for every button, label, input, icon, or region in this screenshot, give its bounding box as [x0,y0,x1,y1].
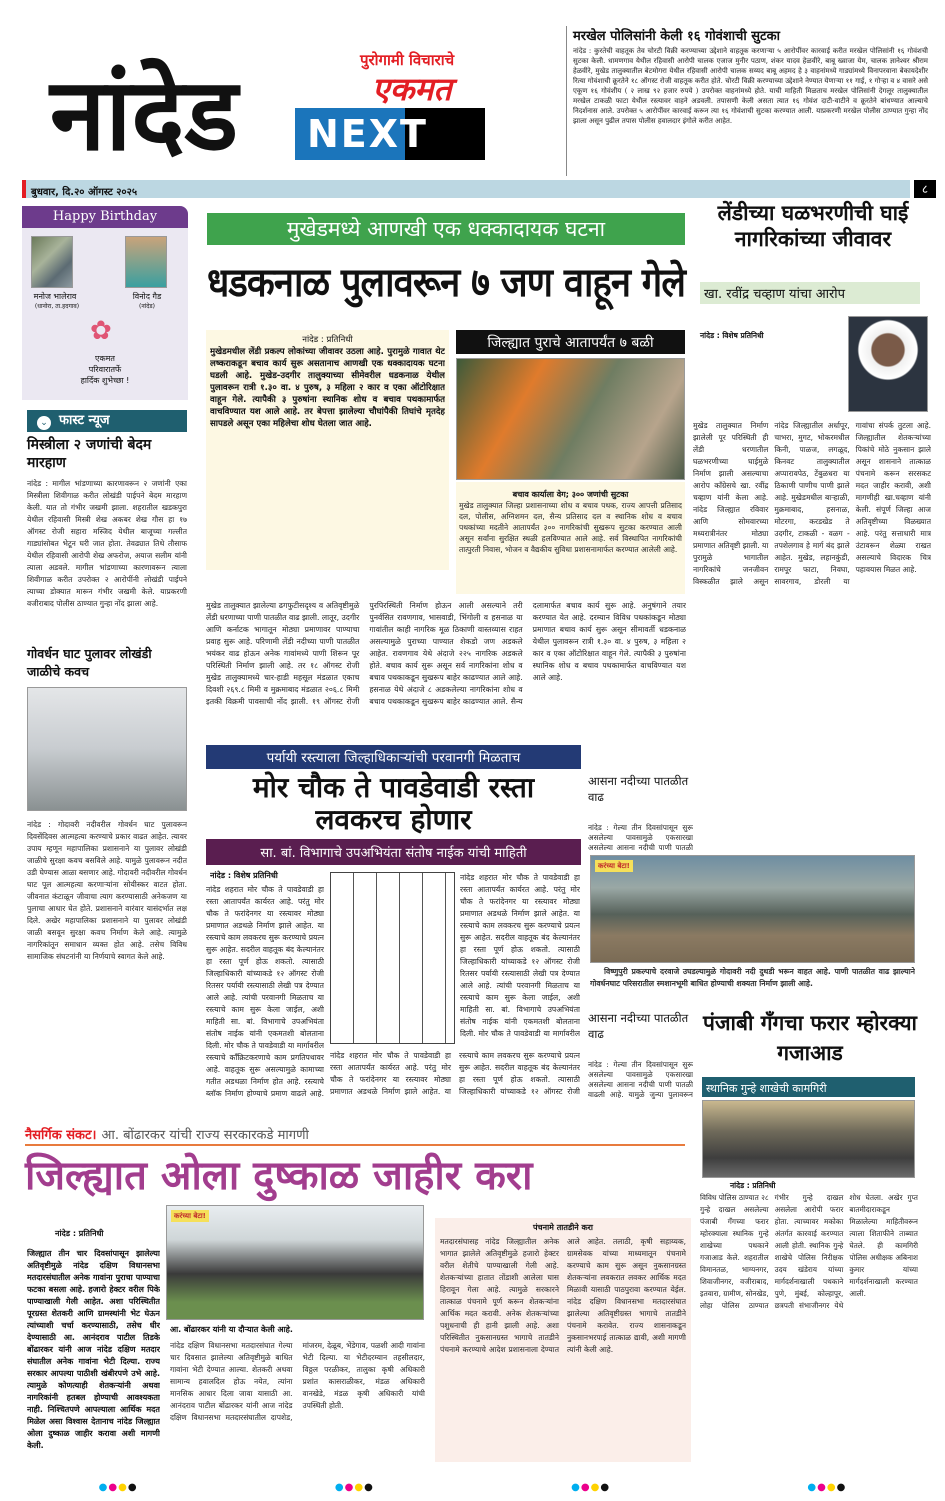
caption-title: बचाव कार्याला वेग; ३०० जणांची सुटका [512,490,629,499]
lendi-subhead: खा. रवींद्र चव्हाण यांचा आरोप [704,287,846,302]
photo-headline-bar [456,330,685,354]
kicker-text: आ. बोंढारकर यांची राज्य सरकारकडे मागणी [101,1128,309,1143]
masthead-tagline-wrap [360,50,485,70]
masthead-brand-wrap [372,72,484,106]
bridge-photo [27,687,187,811]
photo-badge: करंच्या बेटा! [595,860,633,872]
drought-body: जिल्ह्यात तीन चार दिवसांपासून झालेल्या अतिवृष्टीमुळे नांदेड दक्षिण विधानसभा मतदारसंघातील अनेक गावांना पुराचा पाण्याचा फटका बसला आहे. हजारो हेक्टर वरील पिके पाण्याखाली गेली आहेत. अशा परिस्थितीत पूरग्रस्त शेतकरी आणि ग्रामस्थांनी भेट घेऊन त्यांच्याशी चर्चा करण्यासाठी, तसेच धीर देण्यासाठी आ. आनंदराव पाटील तिडके बोंढारकर यांनी आज नांदेड दक्षिण मतदार संघातील अनेक गावांना भेटी दिल्या. राज्य सरकार आपल्या पाठीशी खंबीरपणे उभे आहे. त्यामुळे कोणत्याही शेतकऱ्यांनी अथवा नागरिकांनी हतबल होण्याची आवश्यकता नाही. निश्चितपणे आपल्याला आर्थिक मदत मिळेल असा विश्वास देतानाच नांदेड जिल्ह्यात ओला दुष्काळ जाहीर करावा अशी मागणी केली. [27,1249,160,1450]
page-number: ८ [914,180,936,198]
photo-headline: जिल्ह्यात पुराचे आतापर्यंत ७ बळी [487,335,654,351]
top-story [566,26,928,176]
kicker-red: नैसर्गिक संकट। [25,1128,97,1143]
road-map [330,872,455,1044]
drought-headline: जिल्ह्यात ओला दुष्काळ जाहीर करा [25,1153,533,1199]
photo-badge: करंच्या बेटा! [171,1210,209,1222]
lead-intro-box [206,330,449,570]
lead-intro: मुखेडमधील लेंडी प्रकल्प लोकांच्या जीवावर उठला आहे. पुरामुळे गावात थेट लष्कराकडून बचाव कार्य सुरू असतानाच आणखी एक धक्कादायक घटना घडली आहे. मुखेड-उदगीर तालुक्याच्या सीमेवरील धडकनाळ येथील पुलावरून रात्री १.३० वा. ४ पुरुष, ३ महिला २ कार व एका ऑटोरिक्षात वाहून गेले. त्यापैकी ३ पुरुषांना स्थानिक शोध व बचाव पथकामार्फत वाचविण्यात यश आले आहे. तर बेपत्ता झालेल्या चौघांपैकी तिघांचे मृतदेह सापडले असून एका महिलेचा शोध घेतला जात आहे. [210,347,445,429]
chevron-down-icon: ⌄ [37,416,51,430]
registration-marks: ●●●● ●●●● ●●●● ●●●● [98,1481,847,1493]
box-body: मतदारसंघासह नांदेड जिल्ह्यातील अनेक भागात झालेले अतिवृष्टीमुळे हजारो हेक्टर वरील शेतीचे पाण्याखाली गेली आहे. शेतकऱ्यांच्या हातात तोंडाशी आलेला घास हिरावून गेला आहे. त्यामुळे सरकारने तात्काळ पंचनामे पूर्ण करून शेतकऱ्यांना आर्थिक मदत करावी. अनेक शेतकऱ्यांच्या पशुधनाची ही हानी झाली आहे. अशा परिस्थितीत नुकसानग्रस्त भागाचे तातडीने पंचनामे करण्याचे आदेश प्रशासनाला देण्यात आले आहेत. तलाठी, कृषी सहाय्यक, ग्रामसेवक यांच्या माध्यमातून पंचनामे करण्याचे काम सुरू असून नुकसानग्रस्त शेतकऱ्यांना लवकरात लवकर आर्थिक मदत मिळावी यासाठी पाठपुरावा करण्यात येईल. नांदेड दक्षिण विधानसभा मतदारसंघात झालेल्या अतिवृष्टीग्रस्त भागाचे तातडीने पंचनामे करावेत. राज्य शासनाकडून नुकसानभरपाई तात्काळ द्यावी, अशी मागणी त्यांनी केली आहे. [440,1237,686,1354]
drought-kicker [25,1124,685,1146]
road-byline: नांदेड : विशेष प्रतिनिधी [210,871,278,880]
godavari-caption: विष्णुपुरी प्रकल्पाचे दरवाजे उघडल्यामुळे गोदावरी नदी दुथडी भरून वाहत आहे. पाणी पातळीत वाढ झाल्याने गोवर्धनघाट परिसरातील स्मशानभूमी बाधित होण्याची शक्यता निर्माण झाली आहे. [590,967,915,988]
photo-caption: मुखेड तालुक्यात जिल्हा प्रशासनाच्या शोध व बचाव पथक, राज्य आपत्ती प्रतिसाद दल, पोलीस, अग्निशमन दल, सैन्य प्रतिसाद दल व स्थानिक शोध व बचाव पथकांच्या मदतीने आतापर्यंत ३०० नागरिकांची सुखरूप सुटका करण्यात आली असून सर्वांना सुरक्षित स्थळी हलविण्यात आले आहे. सर्व विस्थापित नागरिकांची तात्पुरती निवास, भोजन व वैद्यकीय सुविधा प्रशासनामार्फत करण्यात आलेली आहे. [459,501,682,554]
next-text: NEXT [307,112,428,156]
road-subhead-bar [206,839,581,865]
road-body-col3: नांदेड शहरात मोर चौक ते पावडेवाडी हा रस्ता आतापर्यंत कार्यरत आहे. परंतु मोर चौक ते फरांदेनगर या रस्त्यावर मोठ्या प्रमाणात अडथळे निर्माण झाले आहेत. या रस्त्याचे काम लवकरच सुरू करण्याचे प्रयत्न सुरू आहेत. सदरील वाहतूक बंद केल्यानंतर हा रस्ता पूर्ण होऊ शकतो. त्यासाठी जिल्हाधिकारी यांच्याकडे १२ ऑगस्ट रोजी रितसर पर्यायी रस्त्यासाठी लेखी पत्र देण्यात आले आहे. त्यांची परवानगी मिळताच या रस्त्याचे काम सुरू केला जाईल, अशी माहिती सा. बां. विभागाचे उपअभियंता संतोष नाईक यांनी एकमतशी बोलताना दिली. मोर चौक ते पावडेवाडी या मार्गावरील [460,873,580,1038]
masthead-tagline: पुरोगामी विचाराचे [360,51,455,69]
punjabi-body: विविध पोलिस ठाण्यात २८ गुन्हे दाखल असलेल्या पंजाबी गँगच्या फरार म्होरक्याला स्थानिक गुन्हे शाखेच्या पथकाने गजाआड केले. शहरातील विमानतळ, भाग्यनगर, शिवाजीनगर, वजीराबाद, इतवारा, ग्रामीण, सोनखेड, लोहा पोलिस ठाण्यात गंभीर गुन्हे दाखल असलेला आरोपी फरार होता. त्याच्यावर मकोका अंतर्गत कारवाई करण्यात आली होती. स्थानिक गुन्हे शाखेचे पोलिस निरीक्षक उदय खंडेराय यांच्या मार्गदर्शनाखाली पथकाने पुणे, मुंबई, कोल्हापूर, छत्रपती संभाजीनगर येथे शोध घेतला. अखेर गुप्त बातमीदाराकडून मिळालेल्या माहितीवरून त्याला शिताफीने ताब्यात घेतले. ही कामगिरी पोलिस अधीक्षक अबिनाश कुमार यांच्या मार्गदर्शनाखाली करण्यात आली. [700,1193,918,1310]
byline: नांदेड : प्रतिनिधी [302,335,353,345]
lead-headline: धडकनाळ पुलावरून ७ जण वाहून गेले [207,260,685,306]
road-subhead: सा. बां. विभागाचे उपअभियंता संतोष नाईक यांची माहिती [260,846,527,861]
birthday-box [22,206,188,400]
lendi-subhead-bar [700,282,920,304]
lead-headline-wrap [207,252,685,314]
wish-line: हार्दिक शुभेच्छा ! [80,376,130,385]
person-name: मनोज भालेराव [33,292,77,301]
date-bar [22,180,910,198]
story-headline: मिस्त्रीला २ जणांची बेदम मारहाण [27,437,152,471]
top-story-body: नांदेड : कुरतेची वाहतूक तेव चोरटी विक्री करण्याच्या उद्देशाने वाहतूक करणाऱ्या ५ आरोपींवर कारवाई करीत मरखेल पोलिसांनी १६ गोवंशची सुटका केली. धामणगाव येथील रहिवासी आरोपी चालक एजाज मुनीर पठाण, शंकर यादव हेळवीरे, बाबू ख्वाजा येम, चालक ज्ञानेश्वर श्रीराम हेळवीरे, मुखेड तालुक्यातील बेटमोगरा येथील रहिवासी आरोपी चालक सय्यद बाबू अहमद हे ३ वाहनांमध्ये गाड्यांमध्ये विनापरवाना बेकायदेशीर रित्या गोवंशाची क्रूरतेने १८ ऑगस्ट रोजी वाहतूक करीत होते. चोरटी विक्री करण्याच्या उद्देशाने नेण्यात येणाऱ्या ११ गाई, १ गोऱ्हा व ४ वासरे असे एकूण १६ गोवंशीय ( २ लाख ९२ हजार रुपये ) उपरोक्त वाहनांमध्ये होते. याची माहिती मिळताच मरखेल पोलिसांनी देगलूर तालुक्यातील मरखेल टाकळी फाटा येथील रस्त्यावर वाहने अडवली. तपासणी केली असता त्यात १६ गोवंश दाटी-वाटीने व क्रूरतेने बांधण्यात आल्याचे निदर्शनास आले. उपरोक्त ५ आरोपींवर कारवाई करून त्या १६ गोवंशाची सुटका करण्यात आली. याप्रकरणी मरखेल पोलीस ठाण्यात गुन्हा नोंद झाला असून पुढील तपास पोलीस हवालदार इंगोले करीत आहेत. [573,47,928,125]
person-place: (धानोरा, ता.हदगाव) [34,303,80,310]
lead-kicker: मुखेडमध्ये आणखी एक धक्कादायक घटना [286,217,606,241]
punjabi-subhead-bar [702,1077,915,1097]
asna-body: नांदेड : गेल्या तीन दिवसांपासून सुरू असलेल्या पावसामुळे एकसारखा असलेल्या आसना नदीची पाणी पातळी [588,823,693,852]
godavari-photo [590,855,915,963]
lead-kicker-bar [207,213,685,245]
drought-byline: नांदेड : प्रतिनिधी [55,1229,104,1238]
mla-photo-caption: आ. बोंढारकर यांनी या दौऱ्यात केली आहे. [170,1325,293,1334]
rescue-photo [456,358,685,480]
mla-visit-photo [166,1205,424,1320]
lendi-body: मुखेड तालुक्यात निर्माण झालेली पूर परिस्थिती ही लेंडी धरणातील घळभरणीच्या घाईमुळे निर्माण झाली असल्याचा आरोप काँग्रेसचे खा. रवींद्र चव्हाण यांनी केला आहे. नांदेड जिल्ह्यात रविवार आणि सोमवारच्या मध्यरात्रीनंतर मोठ्या प्रमाणात अतिवृष्टी झाली. या पुरामुळे भागातील नागरिकांचे जनजीवन विस्कळीत झाले असून नांदेड जिल्ह्यातील अर्धापूर, चाभरा, मुगट, भोकरमधील किनी, पाळज, लगळूद, किनवट तालुक्यातील अप्पारावपेठ, टेंबुळधरा या ठिकाणी पाणीच पाणी झाले आहे. मुखेडमधील बाऱ्हाळी, मुक्रमाबाद, हसनाळ, मोटरगा, करडखेड ते उदगीर, टाकळी - वळग - तपशेलगाव हे मार्ग बंद झाले आहेत. मुखेड, लहानकुंडी, रामपूर फाटा, निवघा, सावरगाव, डोरली या गावांचा संपर्क तुटला आहे. जिल्ह्यातील शेतकऱ्यांच्या पिकांचे मोठे नुकसान झाले असून शासनाने तात्काळ पंचनामे करून सरसकट मदत जाहीर करावी, अशी मागणीही खा.चव्हाण यांनी केली. संपूर्ण जिल्हा आज अतिवृष्टीच्या विळख्यात आहे. परंतु सत्ताधारी मात्र उंटावरून शेळ्या राखत असल्याचे विदारक चित्र पहावयास मिळत आहे. [693,421,931,586]
masthead-brand: एकमत [372,70,452,108]
lendi-headline: लेंडीच्या घळभरणीची घाई नागरिकांच्या जीवावर [717,201,909,251]
punjabi-headline: पंजाबी गँगचा फरार म्होरक्या गजाआड [703,1011,917,1065]
photo-caption-box [456,482,685,594]
asna-headline: आसना नदीच्या पातळीत वाढ [588,774,689,804]
birthday-wish [22,353,188,386]
road-kicker-bar [206,745,581,769]
top-story-headline: मरखेल पोलिसांनी केली १६ गोवंशाची सुटका [573,29,780,44]
drought-body-2: नांदेड दक्षिण विधानसभा मतदारसंघात गेल्या चार दिवसात झालेल्या अतिवृष्टीमुळे बाधित गावांना भेटी देण्यात आल्या. शेतकरी अथवा सामान्य हवालदिल होऊ नयेत, त्यांना मानसिक आधार दिला जावा यासाठी आ. आनंदराव पाटील बोंढारकर यांनी आज नांदेड दक्षिण विधानसभा मतदारसंघातील दापशेड, मांजरम, देळूब, भेंडेगाव, पळशी आदी गावांना भेटी दिल्या. या भेटीदरम्यान तहसीलदार, विठ्ठल परळीकर, तालुका कृषी अधिकारी प्रशांत कासराळीकर, मंडळ अधिकारी वानखेडे, मंडळ कृषी अधिकारी यांची उपस्थिती होती. [170,1341,425,1422]
masthead-logo-wrap [50,45,285,185]
panchname-box [435,1218,691,1462]
flower-icon: ✿ [90,316,112,346]
story-body: नांदेड : गोदावरी नदीवरील गोवर्धन घाट पुलावरून दिवसेंदिवस आत्महत्या करण्याचे प्रकार वाढत आहेत. त्यावर उपाय म्हणून महापालिका प्रशासनाने या पुलावर लोखंडी जाळीचे सुरक्षा कवच बसविले आहे. यामुळे पुलावरून नदीत उडी घेण्यास आळा बसणार आहे. गोदावरी नदीवरील गोवर्धन घाट पूल आत्महत्या करणाऱ्यांना सोयीस्कर वाटत होता. जीवनात कंटाळून जीवाचा त्याग करण्यासाठी अनेकजण या पुलाचा आधार घेत होते. प्रशासनाने वारंवार यासंदर्भात लक्ष दिले. अखेर महापालिका प्रशासनाने या पुलावर लोखंडी जाळी बसवून सुरक्षा कवच निर्माण केले आहे. त्यामुळे नागरिकांतून समाधान व्यक्त होत आहे. तसेच विविध सामाजिक संघटनांनी या निर्णयाचे स्वागत केले आहे. [27,820,187,961]
mp-portrait [848,316,928,412]
fast-news-story [27,645,187,1083]
next-logo [295,108,485,160]
story-headline: गोवर्धन घाट पुलावर लोखंडी जाळीचे कवच [27,646,152,679]
punjabi-subhead: स्थानिक गुन्हे शाखेची कामगिरी [706,1082,827,1095]
police-photo [702,1100,915,1178]
punjabi-byline: नांदेड : प्रतिनिधी [730,1181,776,1190]
road-body: नांदेड शहरात मोर चौक ते पावडेवाडी हा रस्ता आतापर्यंत कार्यरत आहे. परंतु मोर चौक ते फरांदेनगर या रस्त्यावर मोठ्या प्रमाणात अडथळे निर्माण झाले आहेत. या रस्त्याचे काम लवकरच सुरू करण्याचे प्रयत्न सुरू आहेत. सदरील वाहतूक बंद केल्यानंतर हा रस्ता पूर्ण होऊ शकतो. त्यासाठी जिल्हाधिकारी यांच्याकडे १२ ऑगस्ट रोजी रितसर पर्यायी रस्त्यासाठी लेखी पत्र देण्यात आले आहे. त्यांची परवानगी मिळताच या रस्त्याचे काम सुरू केला जाईल, अशी माहिती सा. बां. विभागाचे उपअभियंता संतोष नाईक यांनी एकमतशी बोलताना दिली. मोर चौक ते पावडेवाडी या मार्गावरील रस्त्याचे कॉंक्रिटकरणाचे काम प्रगतिपथावर आहे. वाहतूक सुरू असल्यामुळे कामाच्या गतीत अडथळा निर्माण होत आहे. रस्त्याचे ब्लॉक निर्माण होण्याचे प्रमाण वाढले आहे. [206,885,324,1098]
fast-news-title: फास्ट न्यूज [59,413,110,428]
road-body-cont: नांदेड शहरात मोर चौक ते पावडेवाडी हा रस्ता आतापर्यंत कार्यरत आहे. परंतु मोर चौक ते फरांदेनगर या रस्त्यावर मोठ्या प्रमाणात अडथळे निर्माण झाले आहेत. या रस्त्याचे काम लवकरच सुरू करण्याचे प्रयत्न सुरू आहेत. सदरील वाहतूक बंद केल्यानंतर हा रस्ता पूर्ण होऊ शकतो. त्यासाठी जिल्हाधिकारी यांच्याकडे १२ ऑगस्ट रोजी [330,1051,580,1096]
lead-body: मुखेड तालुक्यात झालेल्या ढगफुटीसदृश्य व अतिवृष्टीमुळे लेंडी धरणाच्या पाणी पातळीत वाढ झाली. लातूर, उदगीर आणि कर्नाटक भागातून मोठ्या प्रमाणावर पाण्याचा प्रवाह सुरू आहे. परिणामी लेंडी नदीच्या पाणी पातळीत भयंकर वाढ होऊन अनेक गावांमध्ये पाणी शिरून पूर परिस्थिती निर्माण झाली आहे. तर १८ ऑगस्ट रोजी मुखेड तालुक्यामध्ये चार-हाडी महसूल मंडळात एकाच दिवशी २६९.८ मिमी व मुक्रमाबाद मंडळात २०६.८ मिमी इतकी विक्रमी पावसाची नोंद झाली. १९ ऑगस्ट रोजी पुरपिरस्थिती निर्माण होऊन आली असल्याने तरी पुनर्वसित रावणगाव, भासवाडी, भिंगोली व हसनाळ या गावांतील काही नागरिक मूळ ठिकाणी वास्तव्यास राहत असल्यामुळे पुराच्या पाण्यात शेकडो जण अडकले आहेत. रावणगाव येथे अंदाजे २२५ नागरिक अडकले होते. बचाव कार्य सुरू असून सर्व नागरिकांना शोध व बचाव पथकाकडून सुखरूप बाहेर काढण्यात आले आहे. हसनाळ येथे अंदाजे ८ अडकलेल्या नागरिकांना शोध व बचाव पथकाकडून सुखरूप बाहेर काढण्यात आले. सैन्य दलामार्फत बचाव कार्य सुरू आहे. अनुषंगाने तयार करण्यात येत आहे. दरम्यान विविध पथकांकडून मोठ्या प्रमाणात बचाव कार्य सुरू असून सीमावर्ती धडकनाळ येथील पुलावरून रात्री १.३० वा. ४ पुरुष, ३ महिला २ कार व एका ऑटोरिक्षात वाहून गेले. त्यापैकी ३ पुरुषांना स्थानिक शोध व बचाव पथकामार्फत वाचविण्यात यश आले आहे. [206,601,686,706]
fast-news-story [27,436,187,622]
box-title: पंचनामे तातडीने करा [533,1223,593,1232]
asna-headline-2: आसना नदीच्या पातळीत वाढ [588,1011,689,1041]
masthead-logo: नांदेड [50,56,238,173]
person-name: विनोद गैड [132,292,162,301]
wish-line: एकमत [95,354,115,363]
road-kicker: पर्यायी रस्त्याला जिल्हाधिकाऱ्यांची परवानगी मिळताच [266,750,521,766]
wish-line: परिवारातर्फे [88,365,122,374]
asna-body-2: नांदेड : गेल्या तीन दिवसांपासून सुरू असलेल्या पावसामुळे एकसारखा असलेल्या आसना नदीची पाणी पातळी वाढली आहे. यामुळे जुन्या पुलावरून [588,1060,693,1099]
lendi-byline: नांदेड : विशेष प्रतिनिधी [700,331,764,340]
person-photo [31,236,73,288]
drought-headline-wrap [25,1148,685,1204]
issue-date: बुधवार, दि.२० ऑगस्ट २०२५ [31,187,138,198]
person-photo [125,236,167,288]
person-place: (नांदेड) [139,303,155,310]
road-headline: मोर चौक ते पावडेवाडी रस्ता लवकरच होणार [252,771,535,836]
fast-news-header [27,410,187,432]
story-body: नांदेड : मागील भांडणाच्या कारणावरून २ जणांनी एका मिस्त्रीला शिवीगाळ करीत लोखंडी पाईपने बेदम मारहाण केली. यात तो गंभीर जखमी झाला. शहरातील खडकपुरा येथील रहिवासी मिस्त्री शेख अकबर शेख गौस हा १७ ऑगस्ट रोजी सहारा मस्जिद येथील बाजूच्या गल्लीत गाड्यांसोबत भेटून घरी जात होता. तेवढ्यात तिथे तौसाफ येथील रहिवासी आरोपी शेख अफरोज, अयाज सलीम यांनी त्याला अडवले. मागील भांडणाच्या कारणावरून त्याला शिवीगाळ करीत उपरोक्त २ आरोपींनी लोखंडी पाईपने त्याच्या डोक्यात मारून गंभीर जखमी केले. याप्रकरणी वजीराबाद पोलीस ठाण्यात गुन्हा नोंद झाला आहे. [27,479,187,608]
birthday-title: Happy Birthday [22,206,188,228]
